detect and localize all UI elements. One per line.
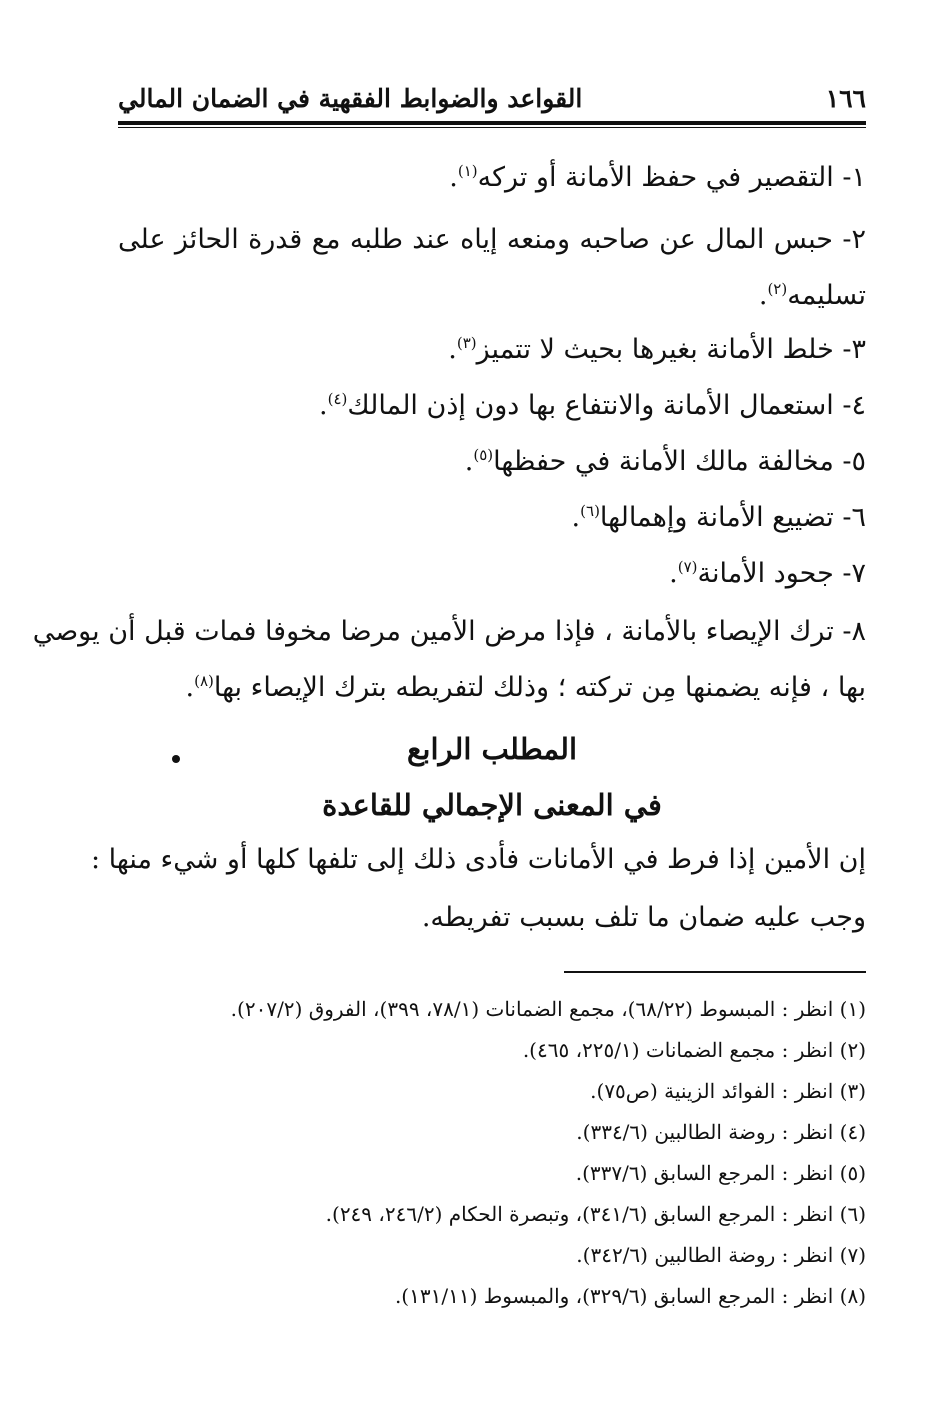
- footnote-1: (١) انظر : المبسوط (٦٨/٢٢)، مجمع الضمانات (٧٨/١، ٣٩٩)، الفروق (٢٠٧/٢).: [230, 997, 866, 1021]
- page-number: ١٦٦: [825, 84, 866, 113]
- footnote-2: (٢) انظر : مجمع الضمانات (٢٢٥/١، ٤٦٥).: [522, 1038, 866, 1062]
- footnote-separator: [564, 971, 866, 973]
- list-item-2-continued: تسليمه$^{(٢)}$.: [758, 280, 866, 311]
- footnote-ref: (٥): [473, 446, 494, 464]
- footnote-3: (٣) انظر : الفوائد الزينية (ص٧٥).: [590, 1079, 866, 1103]
- page-header: [118, 82, 866, 122]
- header-rule-thin: [118, 127, 866, 128]
- footnote-ref: (٨): [194, 672, 214, 690]
- list-item-5: ٥- مخالفة مالك الأمانة في حفظها$^{(٥)}$.: [464, 446, 866, 477]
- running-title: القواعد والضوابط الفقهية في الضمان المالي: [118, 84, 583, 113]
- list-item-7: ٧- جحود الأمانة$^{(٧)}$.: [669, 558, 866, 589]
- footnote-8: (٨) انظر : المرجع السابق (٣٢٩/٦)، والمبسوط (١٣١/١١).: [394, 1284, 866, 1308]
- footnote-ref: (٦): [580, 502, 600, 520]
- footnote-ref: (٣): [456, 334, 477, 352]
- list-item-2: ٢- حبس المال عن صاحبه ومنعه إياه عند طلبه مع قدرة الحائز على: [118, 224, 866, 255]
- footnote-ref: (٤): [327, 390, 348, 408]
- list-item-8: ٨- ترك الإيصاء بالأمانة ، فإذا مرض الأمين مرضا مخوفا فمات قبل أن يوصي: [32, 616, 866, 647]
- header-rule-thick: [118, 121, 866, 125]
- stray-dot-mark: [172, 755, 180, 763]
- footnote-ref: (٧): [677, 558, 698, 576]
- footnote-7: (٧) انظر : روضة الطالبين (٣٤٢/٦).: [576, 1243, 866, 1267]
- list-item-8-continued: بها ، فإنه يضمنها مِن تركته ؛ وذلك لتفريطه بترك الإيصاء بها$^{(٨)}$.: [185, 672, 866, 703]
- list-item-3: ٣- خلط الأمانة بغيرها بحيث لا تتميز$^{(٣)}$.: [448, 334, 866, 365]
- list-item-4: ٤- استعمال الأمانة والانتفاع بها دون إذن المالك$^{(٤)}$.: [319, 390, 866, 421]
- section-heading: المطلب الرابع: [406, 732, 578, 766]
- footnote-5: (٥) انظر : المرجع السابق (٣٣٧/٦).: [575, 1161, 866, 1185]
- footnote-6: (٦) انظر : المرجع السابق (٣٤١/٦)، وتبصرة الحكام (٢٤٦/٢، ٢٤٩).: [325, 1202, 866, 1226]
- footnote-ref: (٢): [767, 280, 788, 298]
- footnote-4: (٤) انظر : روضة الطالبين (٣٣٤/٦).: [576, 1120, 866, 1144]
- summary-line-1: إن الأمين إذا فرط في الأمانات فأدى ذلك إلى تلفها كلها أو شيء منها :: [90, 844, 866, 875]
- list-item-6: ٦- تضييع الأمانة وإهمالها$^{(٦)}$.: [571, 502, 866, 533]
- list-item-1: ١- التقصير في حفظ الأمانة أو تركه$^{(١)}$.: [449, 162, 866, 193]
- summary-line-2: وجب عليه ضمان ما تلف بسبب تفريطه.: [421, 902, 866, 933]
- section-subheading: في المعنى الإجمالي للقاعدة: [322, 788, 662, 822]
- footnote-ref: (١): [457, 162, 478, 180]
